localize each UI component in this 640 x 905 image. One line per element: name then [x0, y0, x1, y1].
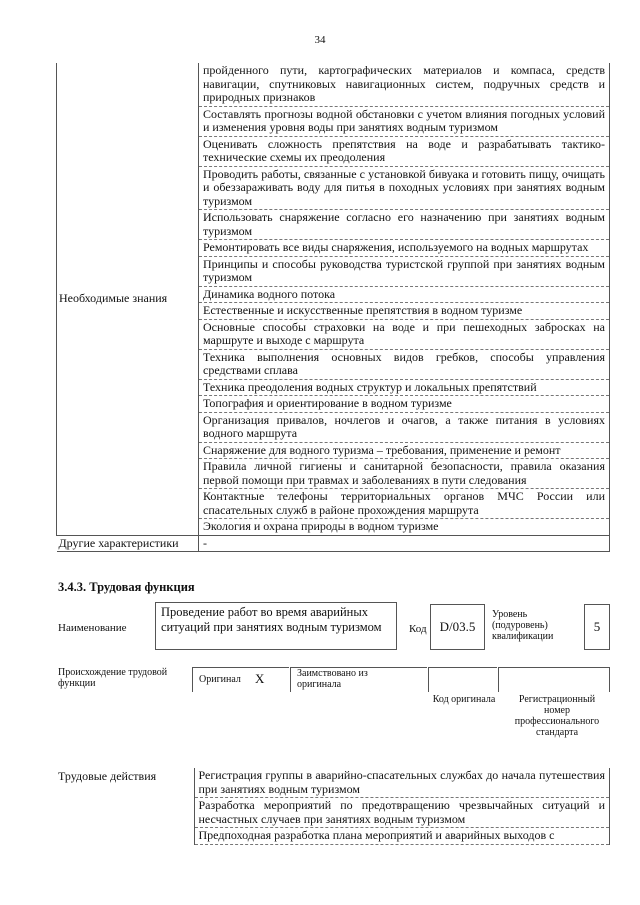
level-value: 5	[593, 619, 601, 634]
code-label: Код	[409, 623, 427, 635]
reg-num-cell	[498, 667, 610, 692]
list-item: Снаряжение для водного туризма – требования, применение и ремонт	[199, 442, 610, 459]
table-row	[57, 535, 610, 552]
list-item: Предпоходная разработка плана мероприятий и аварийных выходов с	[194, 828, 610, 845]
list-item: Основные способы страховки на воде и при пешеходных забросках на маршруте и выходе с маршрута	[199, 319, 610, 349]
page-number: 34	[314, 34, 326, 46]
list-item: Динамика водного потока	[199, 286, 610, 303]
code-box	[430, 604, 485, 650]
orig-code-cell	[428, 667, 497, 692]
list-item: пройденного пути, картографических материалов и компаса, средств навигации, спутниковых навигационных систем, подручных средств и природных признаков	[199, 63, 610, 106]
other-label: Другие характеристики	[57, 535, 199, 552]
knowledge-table	[56, 63, 610, 552]
function-name: Проведение работ во время аварийных ситуаций при занятиях водным туризмом	[161, 605, 382, 634]
table-row	[56, 768, 610, 798]
list-item: Топография и ориентирование в водном туризме	[199, 396, 610, 413]
list-item: Использовать снаряжение согласно его назначению при занятиях водным туризмом	[199, 210, 610, 240]
orig-code-label: Код оригинала	[432, 694, 496, 705]
list-item: Принципы и способы руководства туристской группой при занятиях водным туризмом	[199, 256, 610, 286]
list-item: Экология и охрана природы в водном туризме	[199, 519, 610, 536]
list-item: Проводить работы, связанные с установкой бивуака и готовить пищу, очищать и обеззараживать воду для питья в походных условиях при занятиях водным туризмом	[199, 166, 610, 210]
borrowed-label: Заимствовано из оригинала	[297, 668, 368, 690]
name-label: Наименование	[58, 622, 127, 634]
actions-label: Трудовые действия	[56, 768, 194, 844]
list-item: Естественные и искусственные препятствия в водном туризме	[199, 303, 610, 320]
list-item: Техника выполнения основных видов гребков, способы управления средствами сплава	[199, 349, 610, 379]
list-item: Техника преодоления водных структур и локальных препятствий	[199, 379, 610, 396]
section-heading: 3.4.3. Трудовая функция	[58, 580, 195, 594]
other-value: -	[199, 535, 610, 552]
code-value: D/03.5	[439, 619, 476, 634]
list-item: Организация привалов, ночлегов и очагов, а также питания в условиях водного маршрута	[199, 412, 610, 442]
list-item: Оценивать сложность препятствия на воде и разрабатывать тактико-технические схемы их преодоления	[199, 136, 610, 166]
list-item: Правила личной гигиены и санитарной безопасности, правила оказания первой помощи при травмах и заболеваниях в пути следования	[199, 459, 610, 489]
name-box	[155, 602, 397, 650]
reg-num-label: Регистрационный номер профессионального стандарта	[514, 694, 600, 738]
list-item: Контактные телефоны территориальных органов МЧС России или спасательных служб в районе прохождения маршрута	[199, 489, 610, 519]
knowledge-label: Необходимые знания	[57, 63, 199, 535]
list-item: Регистрация группы в аварийно-спасательных службах до начала путешествия при занятиях водным туризмом	[194, 768, 610, 798]
origin-label: Происхождение трудовой функции	[58, 667, 168, 689]
original-cell	[192, 667, 289, 692]
level-box	[584, 604, 610, 650]
original-mark: X	[255, 671, 265, 686]
level-label: Уровень (подуровень) квалификации	[492, 609, 554, 642]
original-label: Оригинал	[199, 674, 241, 685]
list-item: Составлять прогнозы водной обстановки с учетом влияния погодных условий и изменения уровня воды при занятиях водным туризмом	[199, 106, 610, 136]
actions-table	[56, 768, 610, 845]
borrowed-cell	[290, 667, 427, 692]
list-item: Ремонтировать все виды снаряжения, используемого на водных маршрутах	[199, 240, 610, 257]
table-row	[57, 63, 610, 106]
list-item: Разработка мероприятий по предотвращению чрезвычайных ситуаций и несчастных случаев при занятиях водным туризмом	[194, 798, 610, 828]
